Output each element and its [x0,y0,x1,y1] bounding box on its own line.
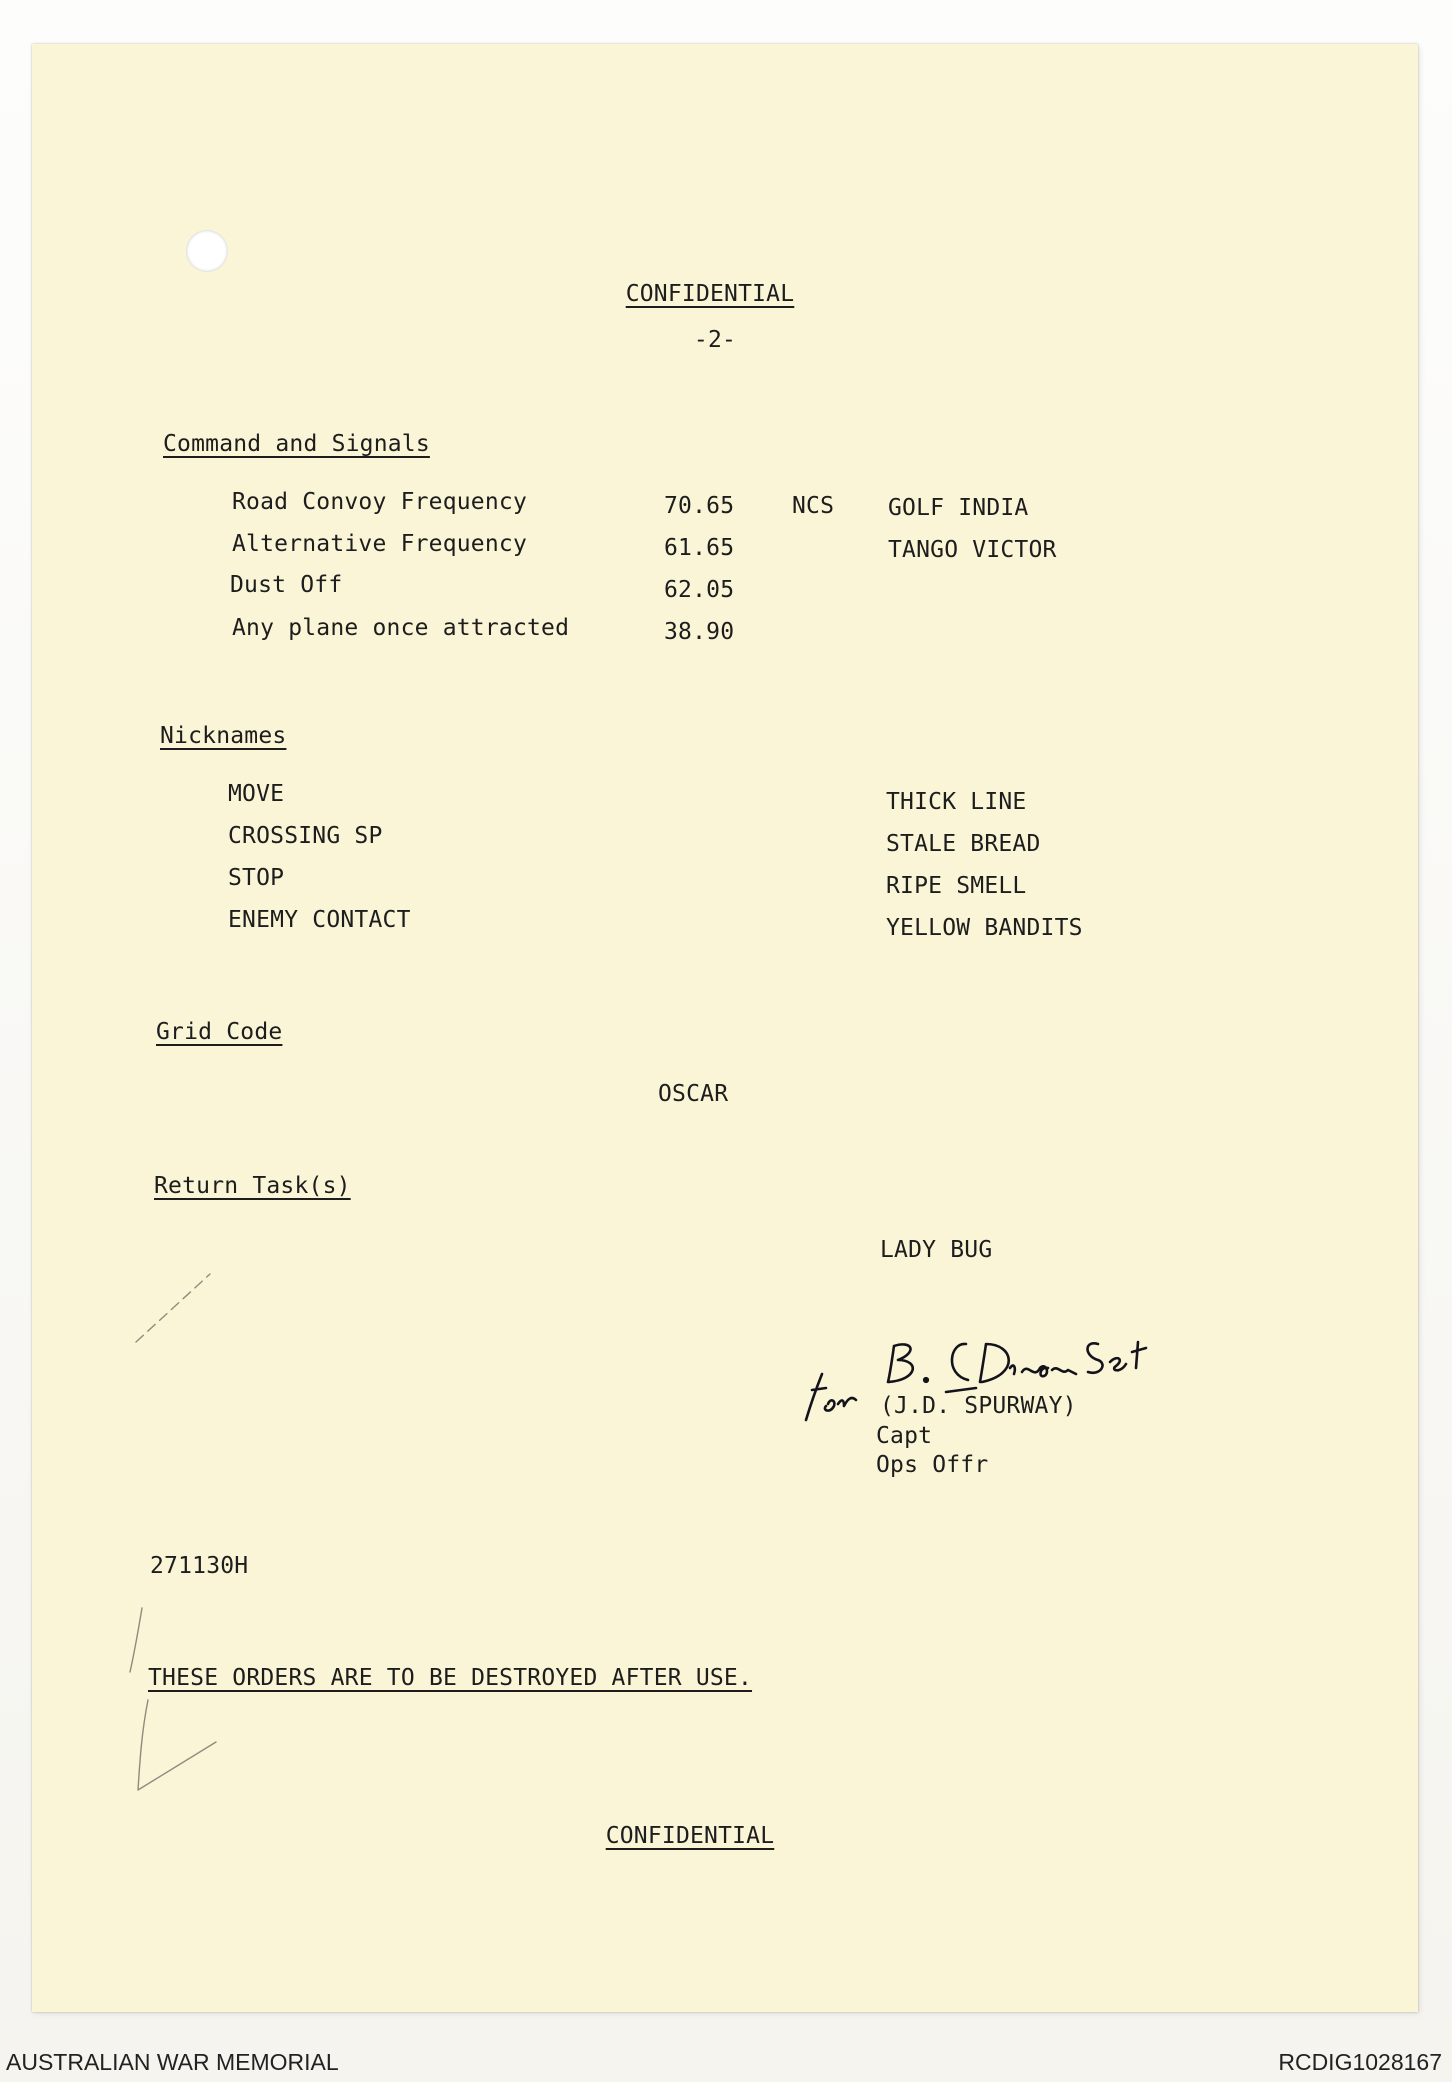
signal-callsign: GOLF INDIA [888,495,1029,521]
signal-frequency: 70.65 [664,493,735,519]
signal-frequency: 38.90 [664,619,735,645]
signal-label: Dust Off [230,572,343,598]
nickname-term: ENEMY CONTACT [228,907,411,933]
signal-ncs: NCS [792,493,835,519]
nickname-term: CROSSING SP [228,823,383,849]
signal-label: Any plane once attracted [232,615,570,641]
signal-label: Alternative Frequency [232,531,527,557]
signal-label: Road Convoy Frequency [232,489,527,515]
return-task-value: LADY BUG [880,1237,993,1263]
destroy-warning: THESE ORDERS ARE TO BE DESTROYED AFTER USE. [148,1665,753,1691]
page-number: -2- [693,327,737,353]
section-heading-nicknames: Nicknames [160,723,287,749]
punch-hole [186,230,228,272]
signatory-name: (J.D. SPURWAY) [880,1393,1077,1419]
nickname-code: THICK LINE [886,789,1027,815]
grid-code-value: OSCAR [658,1081,729,1107]
archive-id: RCDIG1028167 [1278,2049,1442,2075]
nickname-code: RIPE SMELL [886,873,1027,899]
signatory-rank: Capt [876,1423,933,1449]
section-heading-command-signals: Command and Signals [163,431,430,457]
classification-header: CONFIDENTIAL [625,281,795,307]
section-heading-grid-code: Grid Code [156,1019,283,1045]
classification-footer: CONFIDENTIAL [605,1823,775,1849]
nickname-code: YELLOW BANDITS [886,915,1083,941]
signal-frequency: 61.65 [664,535,735,561]
nickname-term: STOP [228,865,285,891]
nickname-term: MOVE [228,781,285,807]
date-time-group: 271130H [150,1553,249,1579]
nickname-code: STALE BREAD [886,831,1041,857]
archive-source: AUSTRALIAN WAR MEMORIAL [6,2049,339,2075]
signal-callsign: TANGO VICTOR [888,537,1057,563]
signal-frequency: 62.05 [664,577,735,603]
pencil-marks [120,1260,240,1820]
signatory-appointment: Ops Offr [876,1452,989,1478]
section-heading-return-tasks: Return Task(s) [154,1173,351,1199]
